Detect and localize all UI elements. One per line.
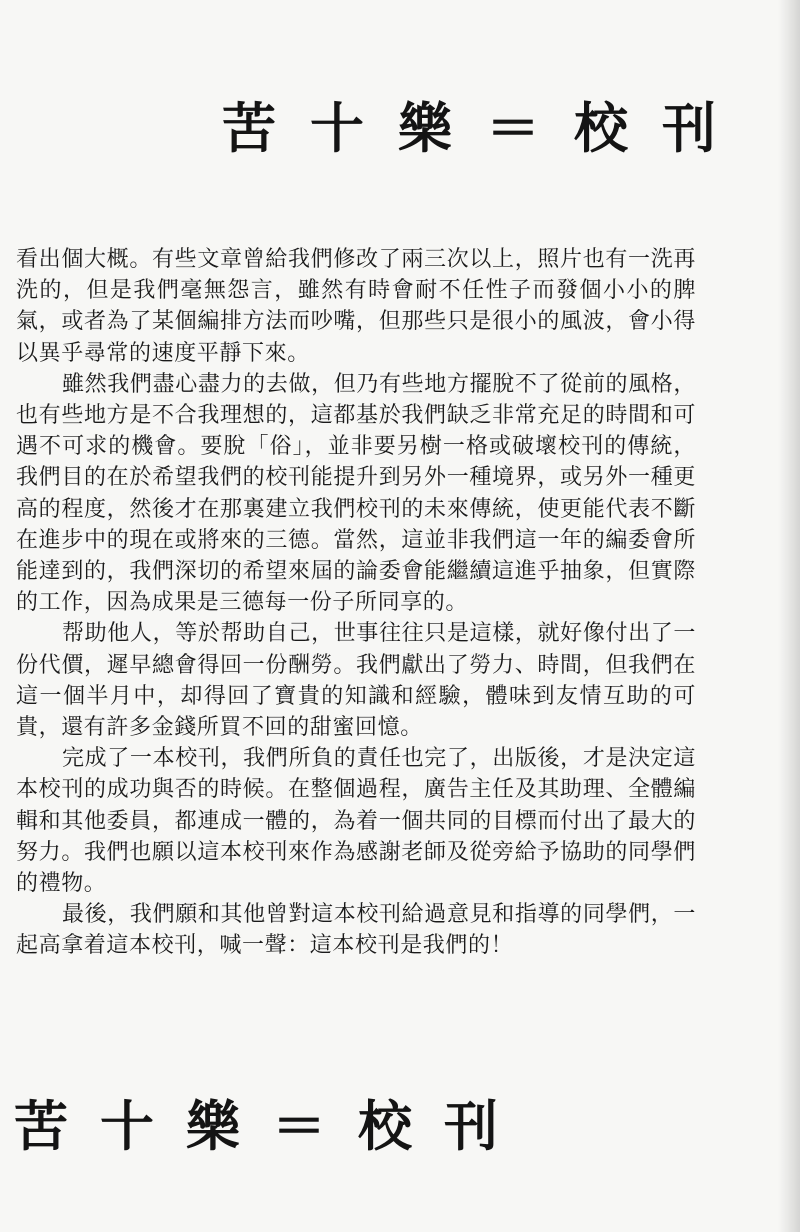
footer-title: 苦十樂＝校刊	[14, 1094, 530, 1158]
paragraph: 看出個大概。有些文章曾給我們修改了兩三次以上，照片也有一洗再洗的，但是我們毫無怨言，雖然有時會耐不任性子而發個小小的脾氣，或者為了某個編排方法而吵嘴，但那些只是很小的風波，會小得以異乎尋常的速度平靜下來。	[16, 247, 696, 366]
paragraph: 完成了一本校刊，我們所負的責任也完了，出版後，才是決定這本校刊的成功與否的時候。在整個過程，廣告主任及其助理、全體編輯和其他委員，都連成一體的，為着一個共同的目標而付出了最大的努力。我們也願以這本校刊來作為感謝老師及從旁給予協助的同學們的禮物。	[16, 746, 696, 897]
page-title: 苦十樂＝校刊	[222, 96, 750, 160]
paragraph: 最後，我們願和其他曾對這本校刊給過意見和指導的同學們，一起高拿着這本校刊，喊一聲：這本校刊是我們的！	[16, 902, 696, 959]
paragraph: 帮助他人，等於帮助自己，世事往往只是這樣，就好像付出了一份代價，遲早總會得回一份酬勞。我們獻出了勞力、時間，但我們在這一個半月中，却得回了寶貴的知識和經驗，體味到友情互助的可貴，還有許多金錢所買不回的甜蜜回憶。	[16, 621, 696, 741]
body-text	[16, 244, 696, 962]
paragraph: 雖然我們盡心盡力的去做，但乃有些地方擺脫不了從前的風格，也有些地方是不合我理想的，這都基於我們缺乏非常充足的時間和可遇不可求的機會。要脫「俗」，並非要另樹一格或破壞校刊的傳統，我們目的在於希望我們的校刊能提升到另外一種境界，或另外一種更高的程度，然後才在那裏建立我們校刊的未來傳統，使更能代表不斷在進步中的現在或將來的三德。當然，這並非我們這一年的編委會所能達到的，我們深切的希望來屆的論委會能繼續這進乎抽象，但實際的工作，因為成果是三德每一份子所同享的。	[16, 371, 696, 616]
